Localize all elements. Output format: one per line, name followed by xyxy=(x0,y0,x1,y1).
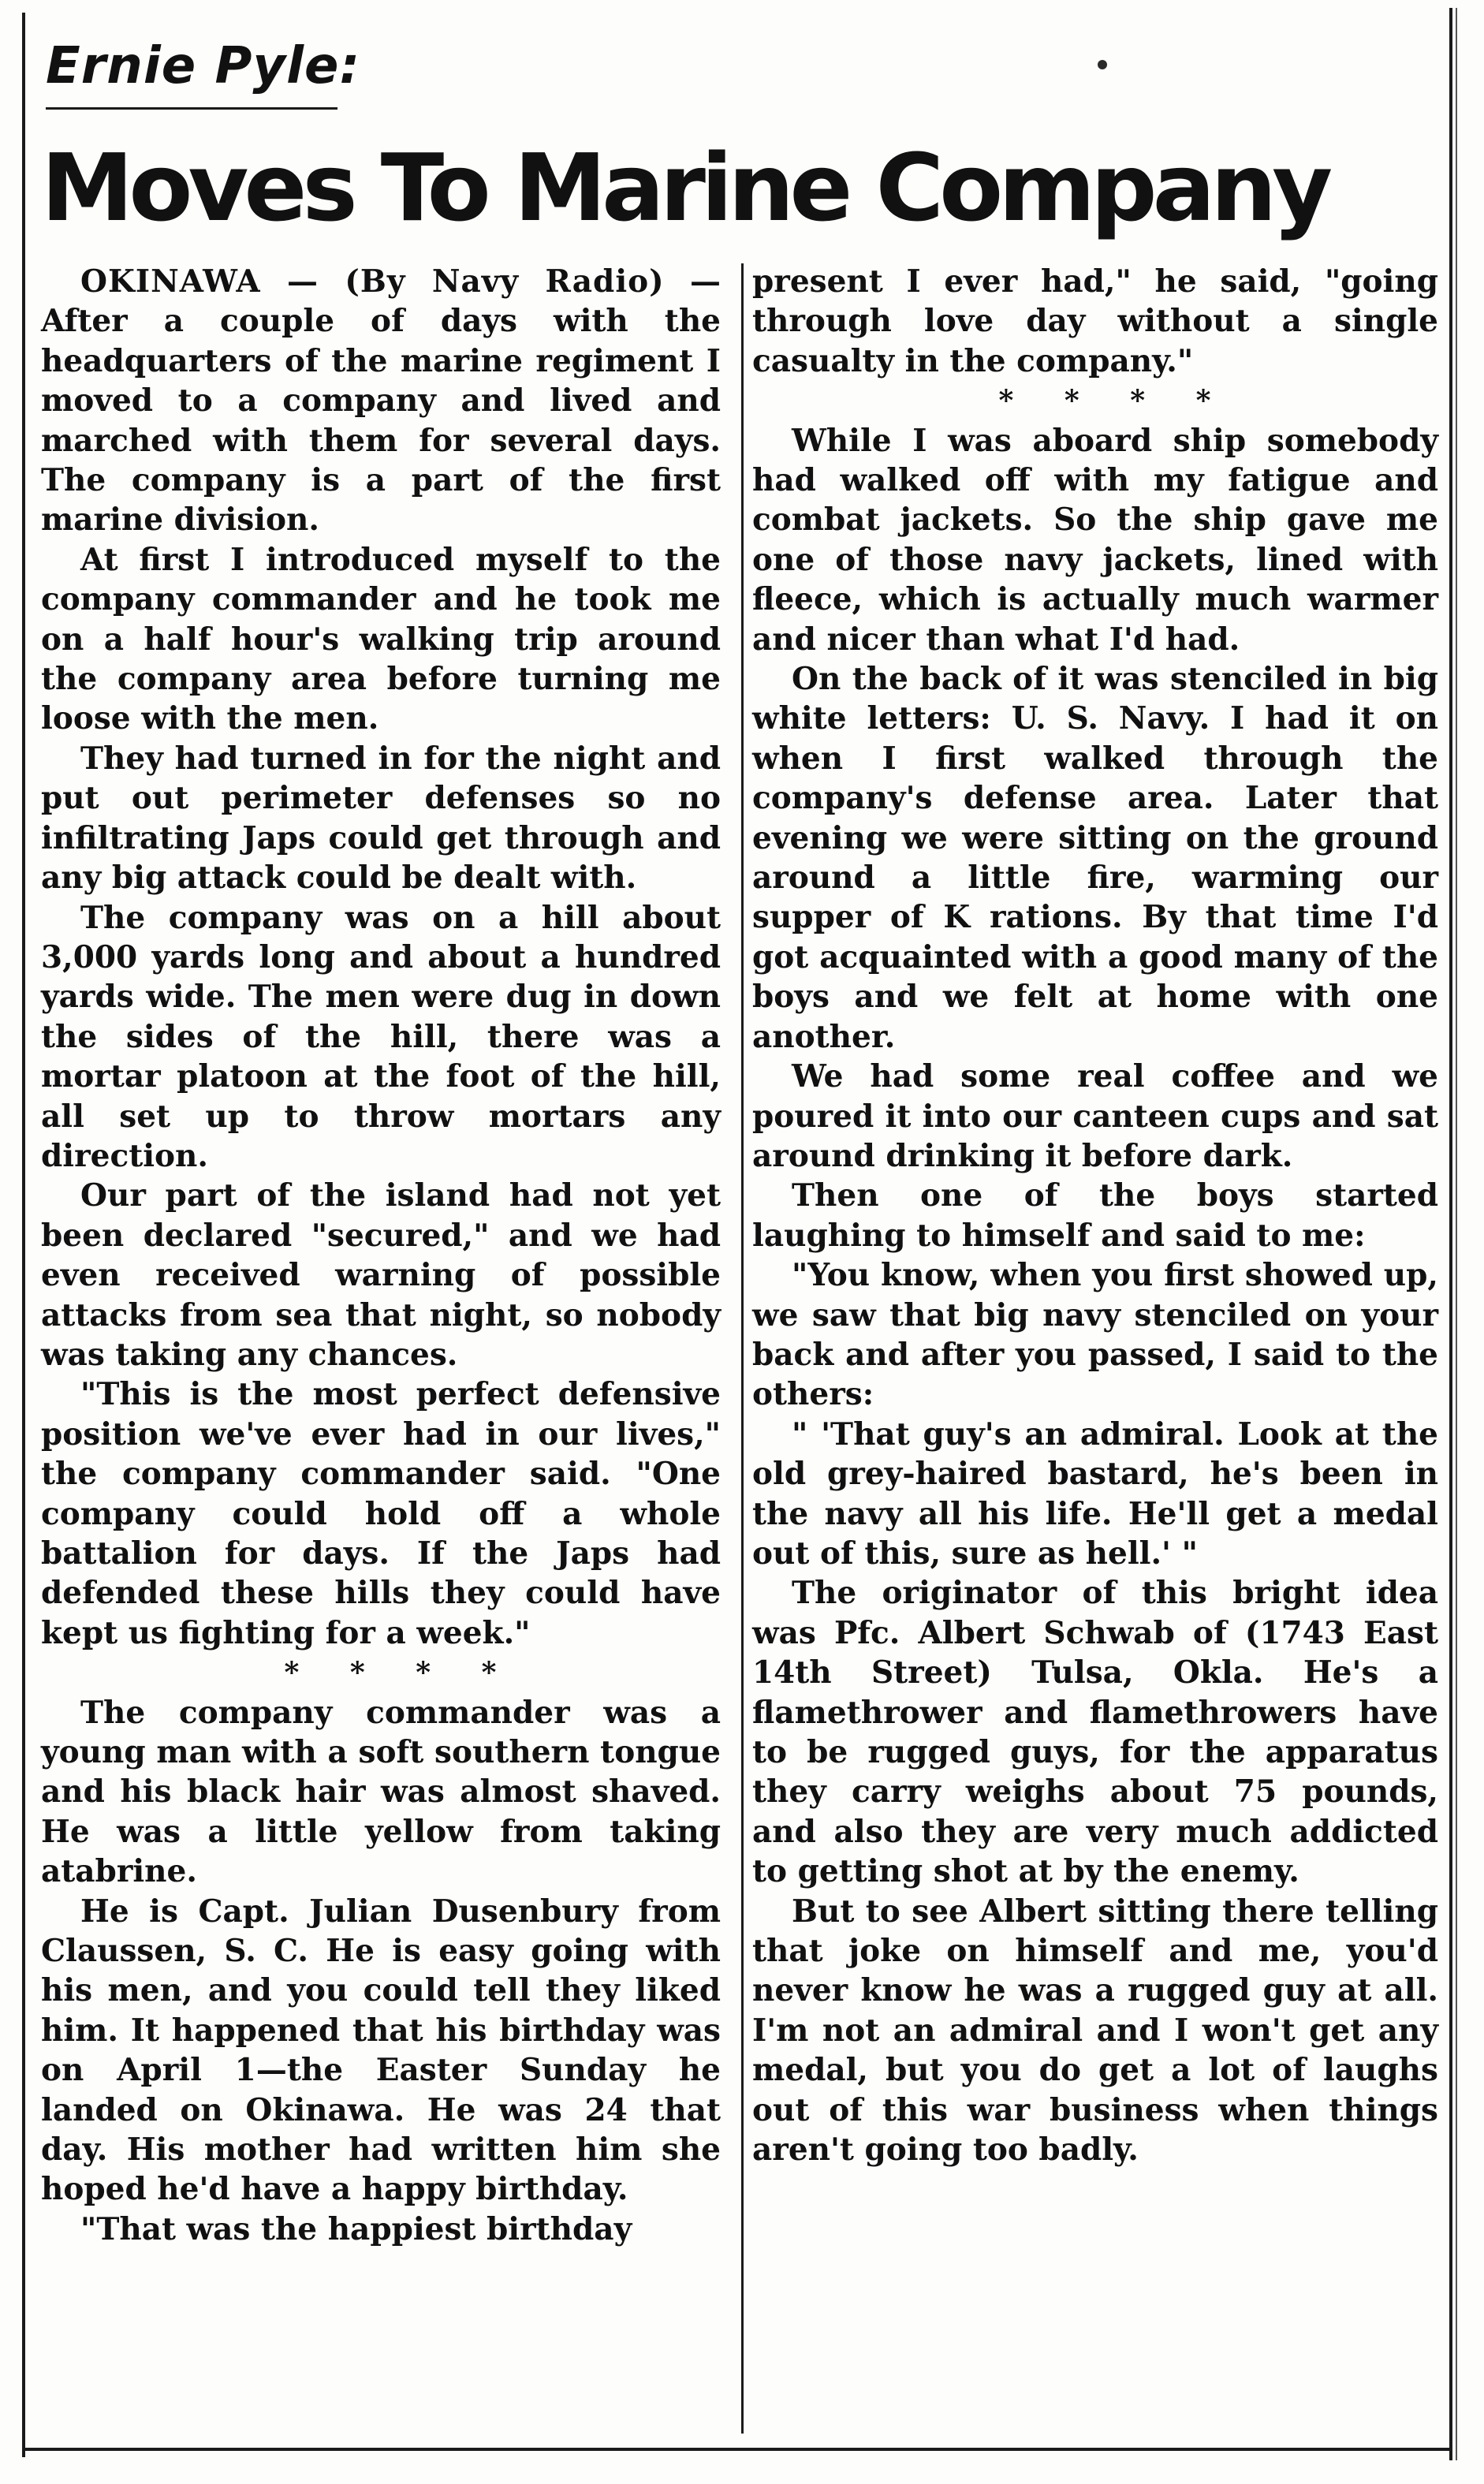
right-column xyxy=(752,262,1438,2169)
body-paragraph: They had turned in for the night and put out perimeter defenses so no infiltrating Japs could get through and any big attack could be dealt with. xyxy=(41,740,721,897)
body-paragraph: The originator of this bright idea was Pfc. Albert Schwab of (1743 East 14th Street) Tulsa, Okla. He's a flamethrower and flamethrowers have to be rugged guys, for the apparatus they carry weighs about 75 pounds, and also they are very much addicted to getting shot at by the enemy. xyxy=(752,1575,1438,1890)
kicker-underline xyxy=(46,107,337,110)
continued-paragraph-end: present I ever had," he said, "going through love day without a single casualty in the company." xyxy=(752,263,1438,379)
column-kicker: Ernie Pyle: xyxy=(46,37,361,95)
print-speck xyxy=(1098,60,1107,69)
headline: Moves To Marine Company xyxy=(41,133,1329,242)
body-paragraph: " 'That guy's an admiral. Look at the old grey-haired bastard, he's been in the navy all his life. He'll get a medal out of this, sure as hell.' " xyxy=(752,1415,1438,1572)
body-paragraph: He is Capt. Julian Dusenbury from Claussen, S. C. He is easy going with his men, and you could tell they liked him. It happened that his birthday was on April 1—the Easter Sunday he landed on Okinawa. He was 24 that day. His mother had written him she hoped he'd have a happy birthday. xyxy=(41,1893,721,2208)
continued-paragraph-start: "That was the happiest birthday xyxy=(80,2210,632,2247)
lead-paragraph xyxy=(41,262,721,540)
body-paragraph: The company commander was a young man with a soft southern tongue and his black hair was almost shaved. He was a little yellow from taking atabrine. xyxy=(41,1694,721,1890)
body-paragraph: "You know, when you first showed up, we saw that big navy stenciled on your back and after you passed, I said to the others: xyxy=(752,1257,1438,1413)
body-paragraph: Then one of the boys started laughing to himself and said to me: xyxy=(752,1177,1438,1254)
body-paragraph: Our part of the island had not yet been declared "secured," and we had even received warning of possible attacks from sea that night, so nobody was taking any chances. xyxy=(41,1177,721,1373)
body-paragraph: We had some real coffee and we poured it into our canteen cups and sat around drinking it before dark. xyxy=(752,1058,1438,1174)
body-paragraph: "This is the most perfect defensive position we've ever had in our lives," the company commander said. "One company could hold off a whole battalion for days. If the Japs had defended these hills they could have kept us fighting for a week." xyxy=(41,1376,721,1651)
bottom-rule xyxy=(24,2448,1452,2451)
section-separator: * * * * xyxy=(998,384,1232,418)
left-column xyxy=(41,262,721,2249)
left-column-rule xyxy=(22,13,25,2457)
body-paragraph: On the back of it was stenciled in big white letters: U. S. Navy. I had it on when I first walked through the company's defense area. Later that evening we were sitting on the ground around a little fire, warming our supper of K rations. By that time I'd got acquainted with a good many of the boys and we felt at home with one another. xyxy=(752,661,1438,1055)
body-paragraph: The company was on a hill about 3,000 yards long and about a hundred yards wide. The men were dug in down the sides of the hill, there was a mortar platoon at the foot of the hill, all set up to throw mortars any direction. xyxy=(41,899,721,1174)
lead-text: — After a couple of days with the headquarters of the marine regiment I moved to a company and lived and marched with them for several days. The company is a part of the first marine division. xyxy=(41,263,721,539)
section-separator: * * * * xyxy=(284,1656,517,1690)
right-border-rule xyxy=(1449,8,1452,2460)
body-paragraph: At first I introduced myself to the company commander and he took me on a half hour's walking trip around the company area before turning me loose with the men. xyxy=(41,541,721,737)
column-divider xyxy=(741,263,744,2434)
body-paragraph: But to see Albert sitting there telling that joke on himself and me, you'd never know he was a rugged guy at all. I'm not an admiral and I won't get any medal, but you do get a lot of laughs out of this war business when things aren't going too badly. xyxy=(752,1893,1438,2169)
body-paragraph: While I was aboard ship somebody had walked off with my fatigue and combat jackets. So the ship gave me one of those navy jackets, lined with fleece, which is actually much warmer and nicer than what I'd had. xyxy=(752,422,1438,658)
right-border-rule-inner xyxy=(1456,8,1457,2460)
dateline: OKINAWA — (By Navy Radio) xyxy=(80,263,665,300)
